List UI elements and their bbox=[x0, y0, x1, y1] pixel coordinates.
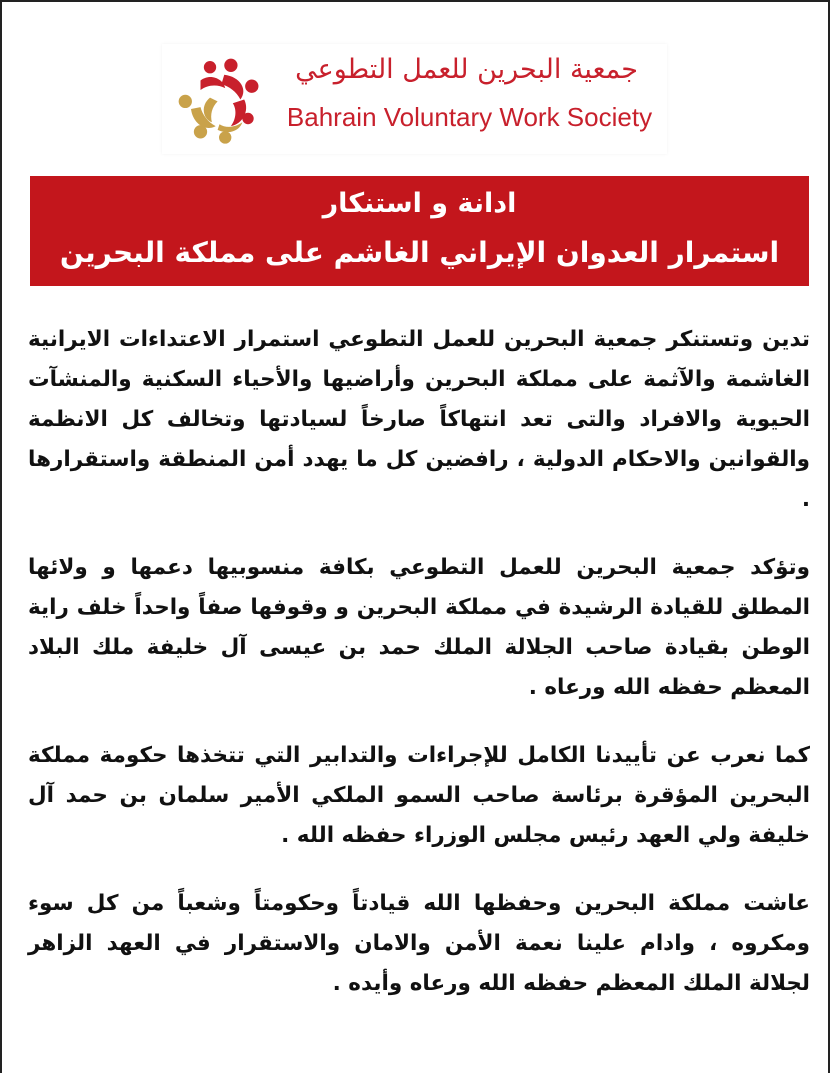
logo-arabic-name: جمعية البحرين للعمل التطوعي bbox=[295, 54, 638, 85]
people-circle-logo-icon bbox=[172, 52, 267, 147]
statement-body bbox=[28, 320, 810, 1004]
title-banner bbox=[30, 176, 809, 286]
paragraph-condemnation: تدين وتستنكر جمعية البحرين للعمل التطوعي استمرار الاعتداءات الايرانية الغاشمة والآثمة على مملكة البحرين وأراضيها والأحياء السكنية والمنشآت الحيوية والافراد والتى تعد انتهاكاً صارخاً لسيادتها وتخالف كل الانظمة والقوانين والاحكام الدولية ، رافضين كل ما يهدد أمن المنطقة واستقرارها . bbox=[28, 327, 810, 512]
banner-title: ادانة و استنكار bbox=[322, 188, 517, 219]
logo-english-name: Bahrain Voluntary Work Society bbox=[286, 102, 653, 132]
paragraph-closing-prayer: عاشت مملكة البحرين وحفظها الله قيادتاً وحكومتاً وشعباً من كل سوء ومكروه ، وادام علينا نعمة الأمن والامان والاستقرار في العهد الزاهر لجلالة الملك المعظم حفظه الله ورعاه وأيده . bbox=[28, 891, 810, 996]
society-logo bbox=[162, 44, 667, 154]
paragraph-loyalty: وتؤكد جمعية البحرين للعمل التطوعي بكافة منسوبيها دعمها و ولائها المطلق للقيادة الرشيدة في مملكة البحرين و وقوفها صفاً واحداً خلف راية الوطن بقيادة صاحب الجلالة الملك حمد بن عيسى آل خليفة ملك البلاد المعظم حفظه الله ورعاه . bbox=[28, 555, 810, 700]
banner-subtitle: استمرار العدوان الإيراني الغاشم على مملكة البحرين bbox=[59, 236, 780, 269]
paragraph-support: كما نعرب عن تأييدنا الكامل للإجراءات والتدابير التي تتخذها حكومة مملكة البحرين المؤقرة برئاسة صاحب السمو الملكي الأمير سلمان بن حمد آل خليفة ولي العهد رئيس مجلس الوزراء حفظه الله . bbox=[28, 743, 810, 848]
